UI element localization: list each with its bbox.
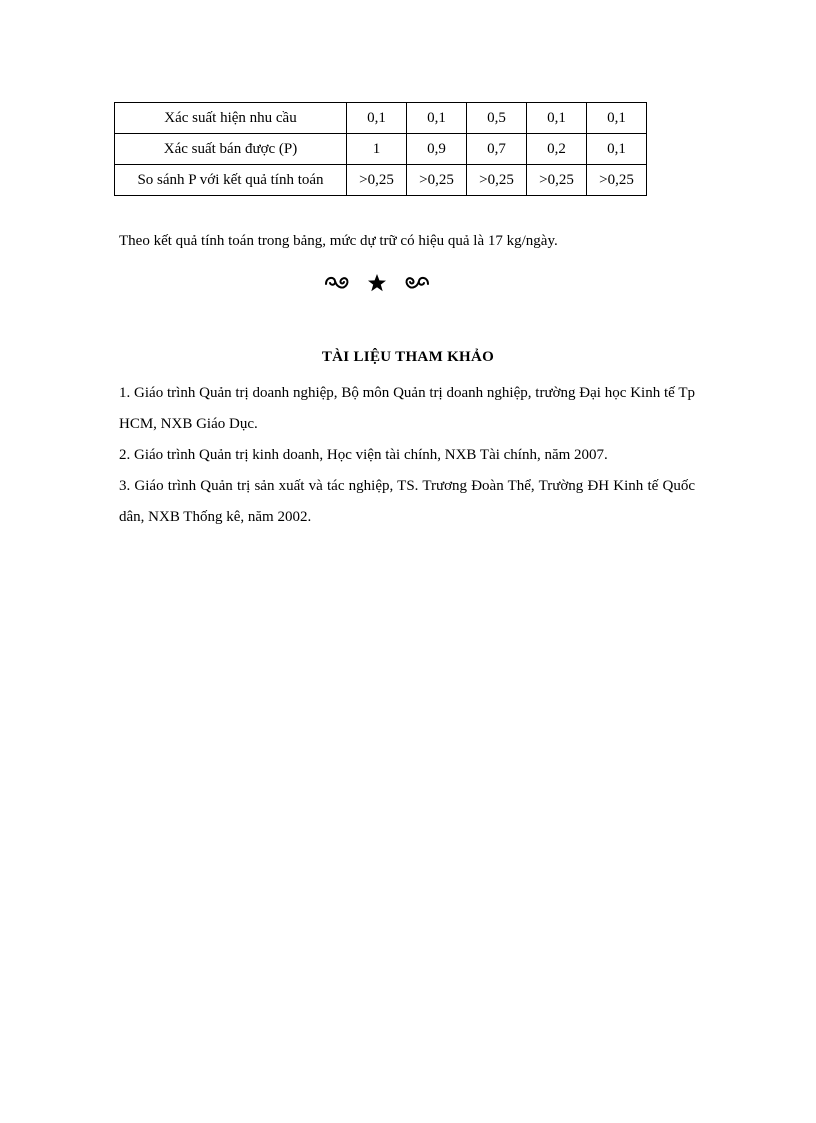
table-cell: 0,9 — [407, 134, 467, 165]
references-list — [119, 378, 695, 533]
table-cell: >0,25 — [347, 165, 407, 196]
probability-table — [114, 102, 647, 196]
table-cell: 1 — [347, 134, 407, 165]
table-cell: 0,1 — [527, 103, 587, 134]
row-label: Xác suất bán được (P) — [115, 134, 347, 165]
reference-item: 3. Giáo trình Quản trị sản xuất và tác nghiệp, TS. Trương Đoàn Thể, Trường ĐH Kinh tế Quốc dân, NXB Thống kê, năm 2002. — [119, 478, 695, 525]
table-cell: 0,1 — [347, 103, 407, 134]
table-cell: >0,25 — [527, 165, 587, 196]
scroll-ornament-left-icon — [322, 272, 352, 294]
row-label: Xác suất hiện nhu cầu — [115, 103, 347, 134]
table-row — [115, 134, 647, 165]
table-cell: >0,25 — [467, 165, 527, 196]
reference-item: 1. Giáo trình Quản trị doanh nghiệp, Bộ môn Quản trị doanh nghiệp, trường Đại học Kinh tế Tp HCM, NXB Giáo Dục. — [119, 385, 695, 432]
table-cell: >0,25 — [407, 165, 467, 196]
table-cell: 0,1 — [587, 103, 647, 134]
table-cell: 0,1 — [587, 134, 647, 165]
reference-item: 2. Giáo trình Quản trị kinh doanh, Học viện tài chính, NXB Tài chính, năm 2007. — [119, 447, 608, 463]
scroll-ornament-right-icon — [402, 272, 432, 294]
table-cell: 0,1 — [407, 103, 467, 134]
section-ornament — [322, 268, 432, 298]
star-icon — [367, 273, 387, 293]
table-row — [115, 103, 647, 134]
references-title: TÀI LIỆU THAM KHẢO — [321, 349, 495, 365]
table-row — [115, 165, 647, 196]
conclusion-text: Theo kết quả tính toán trong bảng, mức dự trữ có hiệu quả là 17 kg/ngày. — [119, 233, 558, 249]
table-cell: 0,5 — [467, 103, 527, 134]
table-cell: 0,7 — [467, 134, 527, 165]
row-label: So sánh P với kết quả tính toán — [115, 165, 347, 196]
table-cell: >0,25 — [587, 165, 647, 196]
table-cell: 0,2 — [527, 134, 587, 165]
